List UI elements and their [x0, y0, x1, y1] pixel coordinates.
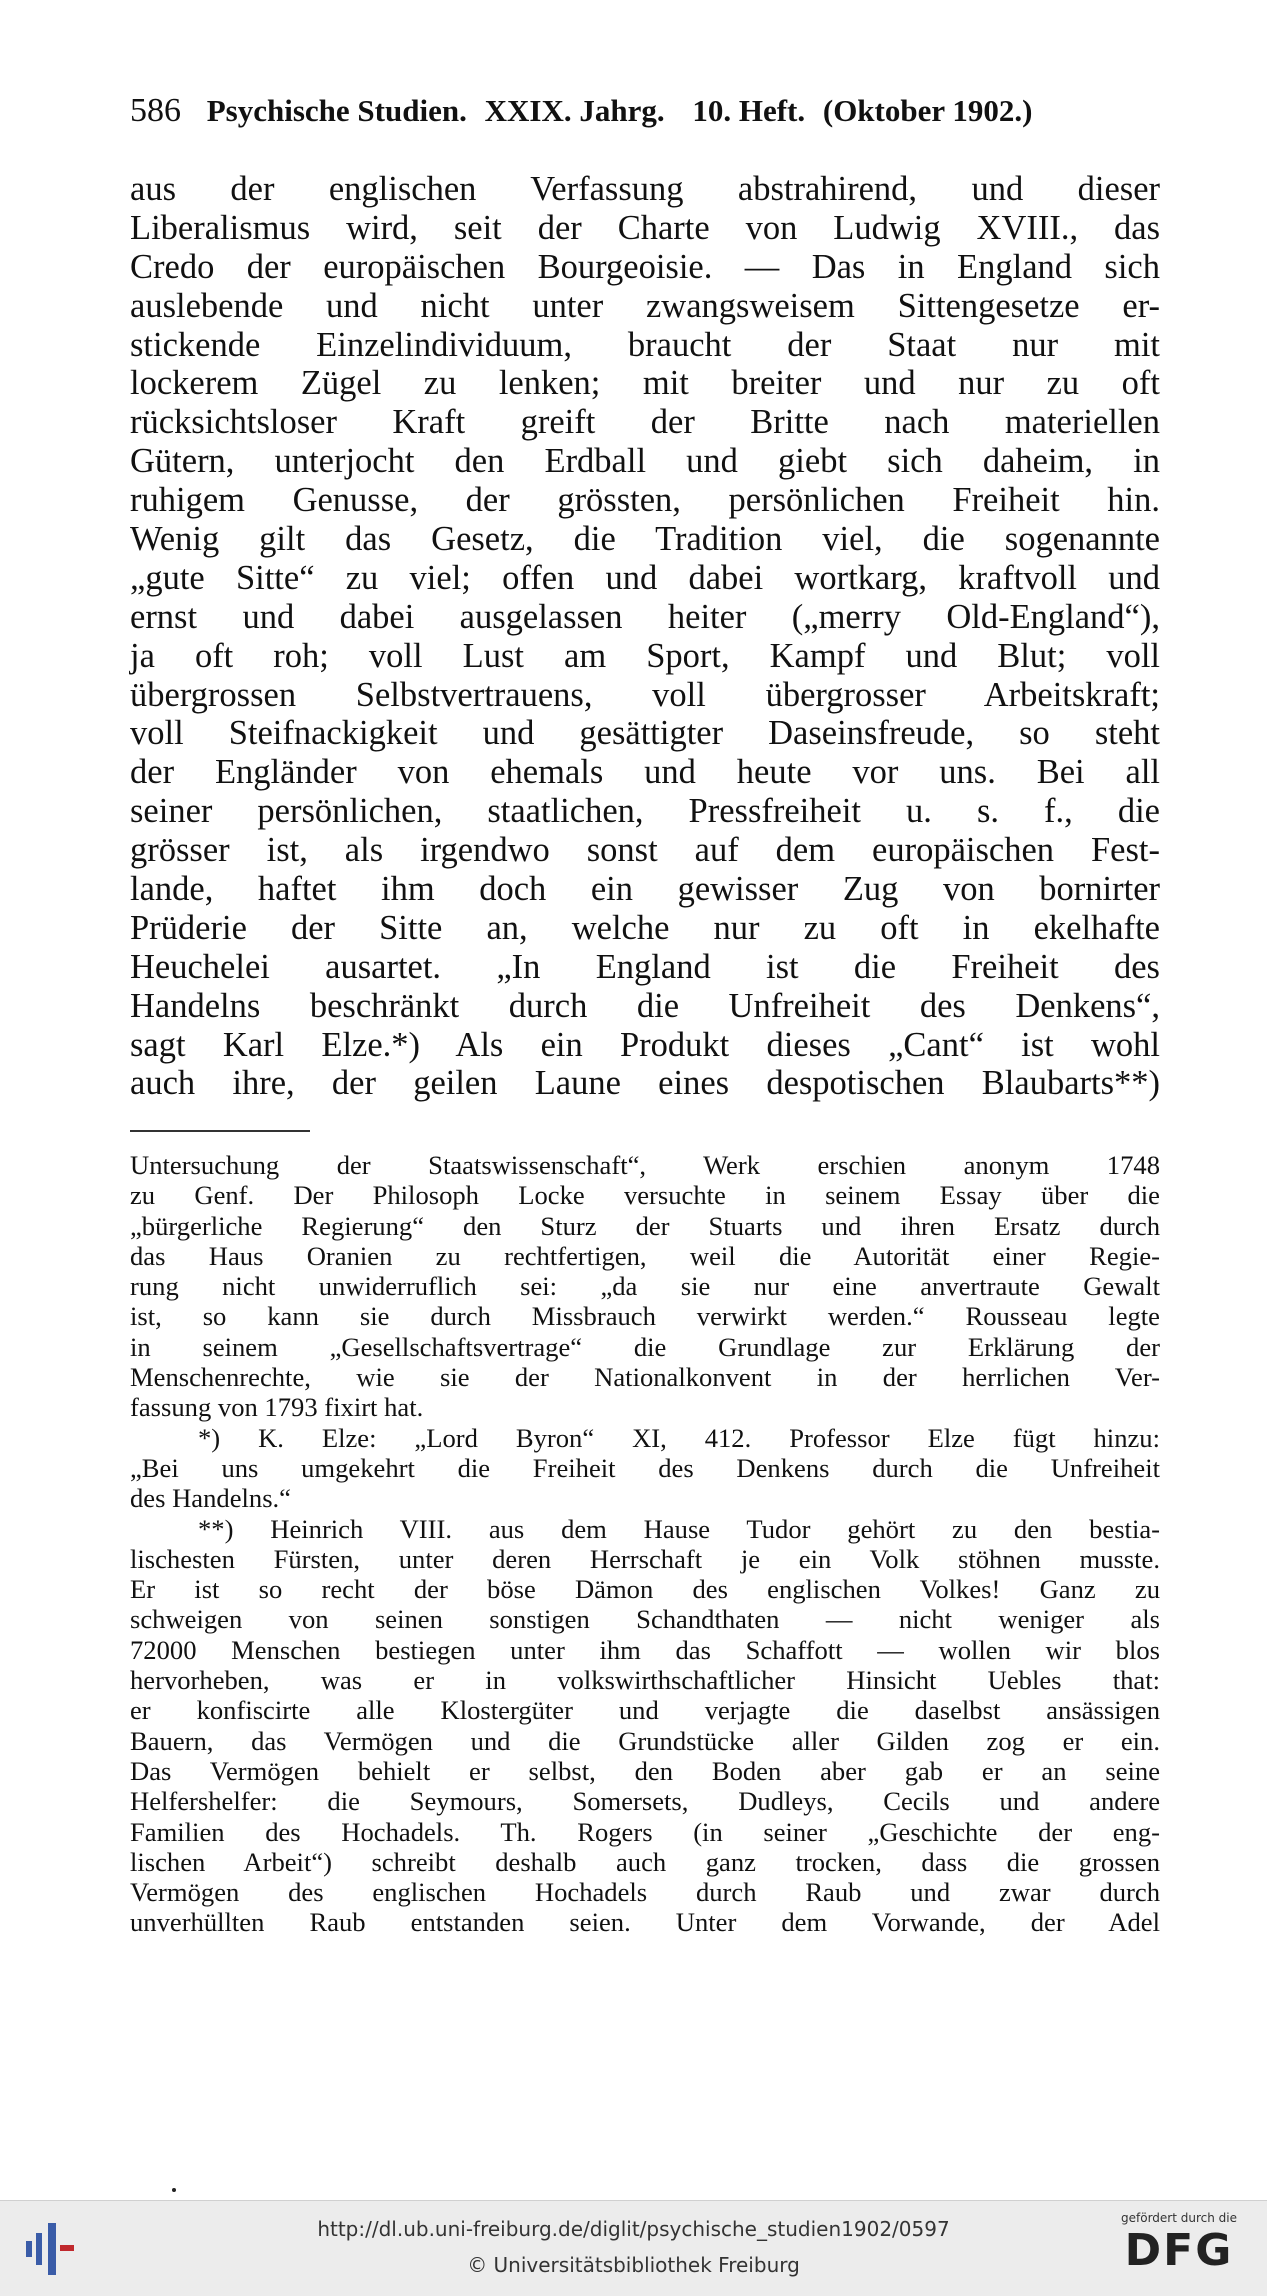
footnote-line: Familien des Hochadels. Th. Rogers (in seiner „Geschichte der eng- [130, 1816, 1160, 1847]
footnote-line: schweigen von seinen sonstigen Schandthaten — nicht weniger als [130, 1604, 1160, 1635]
footnote-separator [130, 1130, 310, 1132]
footnote-line: Bauern, das Vermögen und die Grundstücke aller Gilden zog er ein. [130, 1725, 1160, 1756]
dfg-logo-text: DFG [1124, 2225, 1234, 2276]
text-line: lockerem Zügel zu lenken; mit breiter und nur zu oft [130, 364, 1160, 403]
text-line: auslebende und nicht unter zwangsweisem Sittengesetze er- [130, 286, 1160, 325]
text-line: ja oft roh; voll Lust am Sport, Kampf und Blut; voll [130, 636, 1160, 675]
footnote-line: Das Vermögen behielt er selbst, den Boden aber gab er an seine [130, 1755, 1160, 1786]
footnote-line: Er ist so recht der böse Dämon des englischen Volkes! Ganz zu [130, 1574, 1160, 1605]
text-line: stickende Einzelindividuum, braucht der Staat nur mit [130, 325, 1160, 364]
text-line: Handelns beschränkt durch die Unfreiheit des Denkens“, [130, 986, 1160, 1025]
issue-date: (Oktober 1902.) [822, 93, 1033, 128]
copyright-notice: © Universitätsbibliothek Freiburg [467, 2253, 800, 2277]
footnote-line: des Handelns.“ [130, 1483, 291, 1514]
text-line: ernst und dabei ausgelassen heiter („merry Old-England“), [130, 597, 1160, 636]
footnote-line: ist, so kann sie durch Missbrauch verwirkt werden.“ Rousseau legte [130, 1301, 1160, 1332]
text-line: Gütern, unterjocht den Erdball und giebt sich daheim, in [130, 442, 1160, 481]
footnote-line: 72000 Menschen bestiegen unter ihm das Schaffott — wollen wir blos [130, 1634, 1160, 1665]
footnote-line: „Bei uns umgekehrt die Freiheit des Denkens durch die Unfreiheit [130, 1452, 1160, 1483]
text-line: ruhigem Genusse, der grössten, persönlichen Freiheit hin. [130, 481, 1160, 520]
permalink-url[interactable]: http://dl.ub.uni-freiburg.de/diglit/psychische_studien1902/0597 [317, 2217, 950, 2241]
dfg-caption: gefördert durch die [1121, 2211, 1237, 2225]
footnote-line: hervorheben, was er in volkswirthschaftlicher Hinsicht Uebles that: [130, 1665, 1160, 1696]
text-line: Heuchelei ausartet. „In England ist die Freiheit des [130, 947, 1160, 986]
page-number: 586 [130, 92, 181, 129]
footnote-line: lischen Arbeit“) schreibt deshalb auch ganz trocken, dass die grossen [130, 1846, 1160, 1877]
text-line: voll Steifnackigkeit und gesättigter Daseinsfreude, so steht [130, 714, 1160, 753]
footnote-line: in seinem „Gesellschaftsvertrage“ die Grundlage zur Erklärung der [130, 1331, 1160, 1362]
text-line: Credo der europäischen Bourgeoisie. — Das in England sich [130, 247, 1160, 286]
footnote-line: das Haus Oranien zu rechtfertigen, weil die Autorität einer Regie- [130, 1240, 1160, 1271]
dfg-logo [1109, 2211, 1249, 2289]
footnote-line: **) Heinrich VIII. aus dem Hause Tudor gehört zu den bestia- [198, 1513, 1160, 1544]
running-header [130, 92, 1160, 130]
text-line: der Engländer von ehemals und heute vor uns. Bei all [130, 753, 1160, 792]
page-speck [172, 2188, 176, 2192]
footnote-line: fassung von 1793 fixirt hat. [130, 1392, 424, 1423]
footnote-line: zu Genf. Der Philosoph Locke versuchte in seinem Essay über die [130, 1180, 1160, 1211]
footnote-line: Untersuchung der Staatswissenschaft“, Werk erschien anonym 1748 [130, 1150, 1160, 1180]
footnote-line: *) K. Elze: „Lord Byron“ XI, 412. Professor Elze fügt hinzu: [198, 1422, 1160, 1453]
volume-label: XXIX. Jahrg. [484, 93, 665, 128]
viewer-footer [0, 2200, 1267, 2296]
footnote-line: Vermögen des englischen Hochadels durch Raub und zwar durch [130, 1877, 1160, 1908]
issue-label: 10. Heft. [692, 93, 806, 128]
text-line: sagt Karl Elze.*) Als ein Produkt dieses „Cant“ ist wohl [130, 1025, 1160, 1064]
text-line: Liberalismus wird, seit der Charte von Ludwig XVIII., das [130, 208, 1160, 247]
text-line: „gute Sitte“ zu viel; offen und dabei wortkarg, kraftvoll und [130, 558, 1160, 597]
text-line: lande, haftet ihm doch ein gewisser Zug von bornirter [130, 870, 1160, 909]
text-line: seiner persönlichen, staatlichen, Pressfreiheit u. s. f., die [130, 792, 1160, 831]
text-line: Wenig gilt das Gesetz, die Tradition viel, die sogenannte [130, 520, 1160, 559]
footnote-line: „bürgerliche Regierung“ den Sturz der Stuarts und ihren Ersatz durch [130, 1210, 1160, 1241]
footnote-line: rung nicht unwiderruflich sei: „da sie nur eine anvertraute Gewalt [130, 1271, 1160, 1302]
text-line: übergrossen Selbstvertrauens, voll übergrosser Arbeitskraft; [130, 675, 1160, 714]
text-line: rücksichtsloser Kraft greift der Britte nach materiellen [130, 403, 1160, 442]
journal-title: Psychische Studien. [206, 93, 467, 128]
footnote-line: er konfiscirte alle Klostergüter und verjagte die daselbst ansässigen [130, 1695, 1160, 1726]
footnote-line: Helfershelfer: die Seymours, Somersets, Dudleys, Cecils und andere [130, 1786, 1160, 1817]
text-line: aus der englischen Verfassung abstrahirend, und dieser [130, 170, 1160, 208]
text-line: auch ihre, der geilen Laune eines despotischen Blaubarts**) [130, 1064, 1160, 1103]
text-line: Prüderie der Sitte an, welche nur zu oft in ekelhafte [130, 908, 1160, 947]
text-line: grösser ist, als irgendwo sonst auf dem europäischen Fest- [130, 831, 1160, 870]
footnote-line: lischesten Fürsten, unter deren Herrschaft je ein Volk stöhnen musste. [130, 1543, 1160, 1574]
footnotes [130, 1150, 1160, 1938]
footnote-line: unverhüllten Raub entstanden seien. Unter dem Vorwande, der Adel [130, 1907, 1160, 1938]
footnote-line: Menschenrechte, wie sie der Nationalkonvent in der herrlichen Ver- [130, 1362, 1160, 1393]
body-text [130, 170, 1160, 1103]
